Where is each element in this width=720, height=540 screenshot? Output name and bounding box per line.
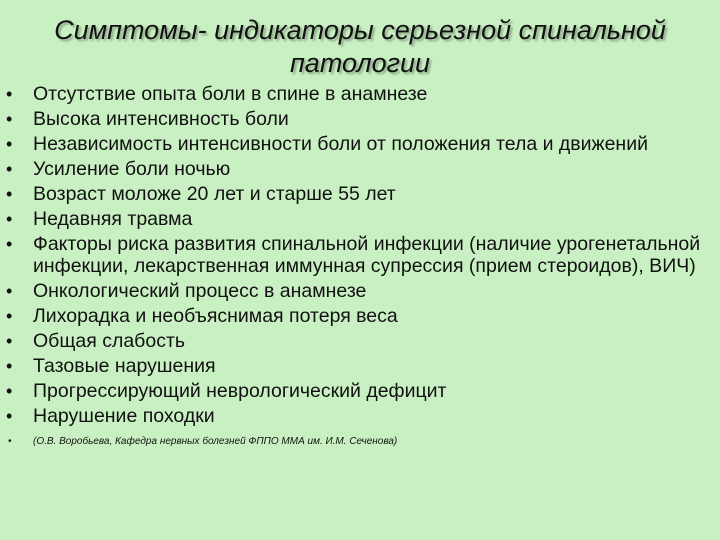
list-item (0, 233, 720, 277)
list-item-text: Прогрессирующий неврологический дефицит (33, 380, 447, 402)
list-item-text: Лихорадка и необъяснимая потеря веса (33, 305, 398, 327)
list-item (0, 133, 720, 155)
bullet-icon: • (8, 436, 12, 447)
list-item (0, 355, 720, 377)
list-item-text: Общая слабость (33, 330, 186, 352)
list-item-text: Усиление боли ночью (33, 158, 231, 180)
bullet-icon: • (6, 109, 13, 129)
bullet-icon: • (6, 281, 13, 301)
list-item (0, 305, 720, 327)
list-item-text: Возраст моложе 20 лет и старше 55 лет (33, 183, 396, 205)
citation-item (0, 435, 720, 449)
list-item (0, 280, 720, 302)
list-item-text: Факторы риска развития спинальной инфекции (наличие урогенетальной инфекции, лекарственная иммунная супрессия (прием стероидов), ВИЧ) (33, 233, 701, 277)
bullet-icon: • (6, 84, 13, 104)
list-item (0, 183, 720, 205)
list-item-text: Тазовые нарушения (33, 355, 216, 377)
list-item-text: Высока интенсивность боли (33, 108, 289, 130)
list-item (0, 380, 720, 402)
list-item-text: Онкологический процесс в анамнезе (33, 280, 367, 302)
list-item (0, 208, 720, 230)
list-item (0, 83, 720, 105)
bullet-icon: • (6, 159, 13, 179)
list-item-text: Недавняя травма (33, 208, 193, 230)
bullet-icon: • (6, 381, 13, 401)
bullet-icon: • (6, 331, 13, 351)
slide-title: Симптомы- индикаторы серьезной спинальной патологии (54, 15, 666, 78)
bullet-icon: • (6, 234, 13, 254)
list-item-text: Нарушение походки (33, 405, 215, 427)
bullet-icon: • (6, 306, 13, 326)
bullet-icon: • (6, 134, 13, 154)
list-item-text: Независимость интенсивности боли от положения тела и движений (33, 133, 648, 155)
bullet-icon: • (6, 406, 13, 426)
list-item (0, 108, 720, 130)
list-item-text: Отсутствие опыта боли в спине в анамнезе (33, 83, 428, 105)
bullet-icon: • (6, 184, 13, 204)
bullet-icon: • (6, 209, 13, 229)
bullet-list (0, 83, 720, 452)
citation-text: (О.В. Воробьева, Кафедра нервных болезней ФППО ММА им. И.М. Сеченова) (33, 436, 398, 447)
bullet-icon: • (6, 356, 13, 376)
list-item (0, 330, 720, 352)
list-item (0, 158, 720, 180)
list-item (0, 405, 720, 427)
